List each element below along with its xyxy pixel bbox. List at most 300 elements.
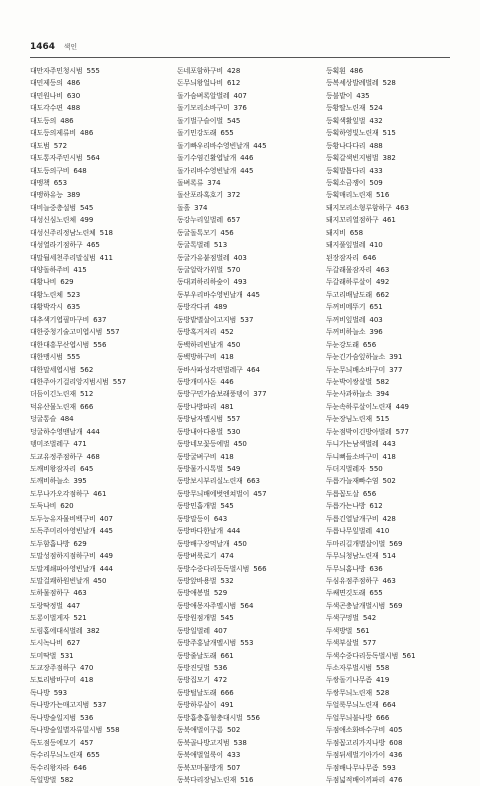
- page-number: 1464: [30, 42, 56, 52]
- index-entry: [177, 712, 317, 724]
- index-entry: [30, 513, 170, 525]
- index-page-ref: 446: [220, 377, 234, 386]
- index-page-ref: 436: [389, 751, 403, 760]
- index-term: 돼지꼬리열점하구: [326, 216, 379, 225]
- index-entry: [326, 227, 466, 239]
- index-page-ref: 463: [382, 576, 396, 585]
- index-entry: [177, 214, 317, 226]
- index-entry: [30, 525, 170, 537]
- index-entry: [326, 488, 466, 500]
- index-page-ref: 445: [99, 527, 113, 536]
- index-entry: [177, 475, 317, 487]
- index-term: 대황박각시: [30, 303, 63, 312]
- index-page-ref: 512: [79, 390, 94, 399]
- index-page-ref: 655: [220, 129, 234, 138]
- index-entry: [177, 339, 317, 351]
- index-page-ref: 374: [194, 203, 208, 212]
- index-page-ref: 537: [93, 701, 107, 710]
- index-term: 등획색활잎벌: [326, 116, 366, 125]
- index-entry: [30, 637, 170, 649]
- index-page-ref: 484: [60, 415, 74, 424]
- index-term: 두점넓적배이끼파리: [326, 775, 386, 784]
- index-term: 도시녹나비: [30, 639, 63, 648]
- index-term: 동방구민가슴보래풍뎅이: [177, 390, 250, 399]
- index-term: 등복셰상발례벌레: [326, 79, 379, 88]
- index-entry: [30, 438, 170, 450]
- index-entry: [326, 202, 466, 214]
- index-entry: [30, 737, 170, 749]
- index-entry: [30, 401, 170, 413]
- index-term: 두릅가늘재빠수염: [326, 477, 379, 486]
- index-entry: [30, 165, 170, 177]
- index-term: 동북다리장님노린재: [177, 775, 237, 784]
- index-entry: [30, 364, 170, 376]
- index-term: 도토리밤바구미: [30, 676, 76, 685]
- index-entry: [326, 712, 466, 724]
- index-page-ref: 418: [382, 452, 396, 461]
- index-page-ref: 452: [220, 328, 234, 337]
- index-entry: [177, 438, 317, 450]
- index-term: 도둑나비: [30, 502, 57, 511]
- index-page-ref: 538: [233, 738, 247, 747]
- index-page-ref: 537: [240, 315, 254, 324]
- index-page-ref: 372: [226, 191, 241, 200]
- index-page-ref: 536: [79, 713, 94, 722]
- index-entry: [177, 488, 317, 500]
- index-term: 동방일벌레: [177, 626, 210, 635]
- index-term: 두눈박이쌍살벌: [326, 377, 372, 386]
- index-page-ref: 630: [66, 91, 81, 100]
- index-entry: [177, 90, 317, 102]
- index-entry: [177, 575, 317, 587]
- index-page-ref: 555: [66, 353, 81, 362]
- index-page-ref: 666: [375, 713, 390, 722]
- index-term: 두릅가는나방: [326, 502, 366, 511]
- index-entry: [30, 413, 170, 425]
- index-term: 대도통자주민시범: [30, 154, 83, 163]
- index-term: 대양돌하주비: [30, 266, 70, 274]
- index-term: 독수리무늬노린재: [30, 751, 83, 760]
- index-entry: [326, 90, 466, 102]
- index-page-ref: 450: [93, 576, 107, 585]
- index-page-ref: 636: [369, 564, 383, 573]
- index-term: 두눈무늬배소바구미: [326, 365, 386, 374]
- index-entry: [30, 475, 170, 487]
- index-entry: [326, 127, 466, 139]
- index-entry: [177, 600, 317, 612]
- index-term: 뎅미조벌레구: [30, 440, 70, 449]
- index-page-ref: 382: [382, 154, 396, 163]
- index-term: 돼지비: [326, 228, 346, 237]
- index-term: 대성신주리정남노린체: [30, 228, 96, 237]
- index-page-ref: 450: [226, 340, 241, 349]
- index-entry: [177, 276, 317, 288]
- index-term: 독나방: [30, 688, 50, 697]
- index-page-ref: 553: [240, 639, 254, 648]
- index-entry: [326, 289, 466, 301]
- index-term: 대도각수편: [30, 104, 63, 113]
- index-term: 도림홉에대식벌레: [30, 626, 83, 635]
- index-entry: [326, 525, 466, 537]
- index-page-ref: 545: [220, 614, 234, 623]
- index-entry: [326, 600, 466, 612]
- index-page-ref: 396: [369, 328, 383, 337]
- index-term: 동방무늬배에벗엔쳐벌이: [177, 489, 250, 498]
- index-term: 독일방벌: [30, 775, 57, 784]
- index-term: 덩굴통슬: [30, 415, 57, 424]
- index-entry: [326, 252, 466, 264]
- index-term: 동대괴하리하숲이: [177, 278, 230, 287]
- index-page-ref: 653: [53, 178, 68, 187]
- index-page-ref: 468: [86, 452, 100, 461]
- index-page-ref: 557: [106, 328, 120, 337]
- index-term: 두눈장님노린재: [326, 415, 372, 424]
- index-page-ref: 395: [73, 477, 87, 486]
- index-term: 두쌍돌기나무좀: [326, 676, 372, 685]
- index-term: 동방줄날도래: [177, 651, 217, 660]
- index-page-ref: 502: [382, 477, 396, 486]
- index-term: 두꺼비하늘소: [326, 328, 366, 337]
- index-page-ref: 450: [233, 440, 247, 449]
- index-entry: [326, 650, 466, 662]
- index-entry: [30, 314, 170, 326]
- index-page-ref: 561: [402, 651, 416, 660]
- index-entry: [30, 612, 170, 624]
- index-page-ref: 444: [86, 427, 100, 436]
- index-entry: [326, 550, 466, 562]
- index-page-ref: 486: [60, 116, 74, 125]
- index-page-ref: 656: [362, 489, 377, 498]
- index-page-ref: 531: [60, 651, 74, 660]
- index-entry: [30, 463, 170, 475]
- index-entry: [177, 127, 317, 139]
- index-term: 동방애몽자주멜시범: [177, 601, 237, 610]
- index-page-ref: 488: [369, 141, 383, 150]
- index-entry: [326, 500, 466, 512]
- index-page-ref: 561: [356, 626, 370, 635]
- index-term: 도깨비하늘소: [30, 477, 70, 486]
- index-page-ref: 582: [375, 377, 390, 386]
- index-term: 대한중청기술고미엽시범: [30, 328, 103, 337]
- index-term: 돌가리바수영빈날개: [177, 166, 237, 175]
- index-term: 두니뻐들소바구미: [326, 452, 379, 461]
- index-term: 두눈속하루살이노린재: [326, 402, 392, 411]
- index-term: 등획매리노린재: [326, 191, 372, 200]
- index-term: 동방바다한날개: [177, 527, 223, 536]
- index-page-ref: 646: [362, 253, 377, 262]
- index-term: 도두능유자물비백구비: [30, 514, 96, 523]
- index-term: 두꺼비잎벌레: [326, 315, 366, 324]
- index-entry: [326, 625, 466, 637]
- index-term: 도랑딱정벌: [30, 601, 63, 610]
- index-entry: [177, 401, 317, 413]
- index-entry: [30, 712, 170, 724]
- index-term: 도미딱벌: [30, 651, 57, 660]
- index-page-ref: 403: [369, 315, 383, 324]
- index-term: 대민원나비: [30, 91, 63, 100]
- header-rule: [30, 57, 450, 58]
- index-entry: [326, 687, 466, 699]
- index-entry: [30, 538, 170, 550]
- index-term: 동북애벌얼룩이: [177, 751, 223, 760]
- index-term: 도깨비왕잠자리: [30, 465, 76, 473]
- index-page-ref: 445: [253, 141, 267, 150]
- index-term: 도롱이벌게자: [30, 614, 70, 623]
- index-page-ref: 486: [349, 67, 364, 75]
- index-page-ref: 593: [53, 688, 68, 697]
- index-term: 등획갈색빈지범벌: [326, 154, 379, 163]
- index-entry: [30, 749, 170, 761]
- index-entry: [326, 165, 466, 177]
- index-page-ref: 629: [73, 539, 87, 548]
- index-page-ref: 457: [79, 738, 94, 747]
- index-page-ref: 445: [246, 290, 260, 299]
- index-page-ref: 410: [375, 527, 390, 536]
- index-term: 동백방하구비: [177, 353, 217, 362]
- index-term: 동방물가시톡벌: [177, 465, 223, 473]
- index-entry: [326, 563, 466, 575]
- index-entry: [30, 451, 170, 463]
- index-page-ref: 492: [375, 278, 390, 287]
- index-term: 독도점등에모기: [30, 738, 76, 747]
- index-page-ref: 509: [369, 178, 383, 187]
- index-entry: [177, 289, 317, 301]
- index-term: 동방흡충흡혈충대시벌: [177, 713, 243, 722]
- index-term: 등획흰: [326, 67, 346, 75]
- index-page-ref: 499: [79, 216, 94, 225]
- index-entry: [177, 301, 317, 313]
- index-term: 대도등의: [30, 116, 57, 125]
- index-term: 돈무늬왕얼나비: [177, 79, 223, 88]
- index-page-ref: 646: [73, 763, 87, 772]
- index-page-ref: 557: [112, 377, 127, 386]
- index-term: 대도등의구비: [30, 166, 70, 175]
- index-term: 대황노린체: [30, 290, 63, 299]
- index-entry: [30, 699, 170, 711]
- index-entry: [326, 339, 466, 351]
- index-page-ref: 666: [79, 402, 94, 411]
- index-entry: [326, 451, 466, 463]
- index-term: 돌기수염긴활엽날개: [177, 154, 237, 163]
- index-page-ref: 481: [220, 402, 234, 411]
- index-entry: [177, 525, 317, 537]
- index-page-ref: 470: [79, 664, 94, 672]
- index-entry: [30, 202, 170, 214]
- index-term: 대맹책: [30, 178, 50, 187]
- index-entry: [177, 413, 317, 425]
- index-entry: [326, 264, 466, 276]
- index-term: 동방하루살이: [177, 701, 217, 710]
- index-page-ref: 661: [220, 651, 234, 660]
- index-entry: [30, 662, 170, 674]
- index-term: 두눈강도래: [326, 340, 359, 349]
- index-entry: [30, 227, 170, 239]
- index-page-ref: 465: [86, 241, 100, 250]
- index-entry: [177, 662, 317, 674]
- index-term: 돌기모리소바구미: [177, 104, 230, 113]
- index-page-ref: 542: [362, 614, 377, 623]
- index-entry: [177, 451, 317, 463]
- index-page-ref: 513: [213, 241, 228, 250]
- index-entry: [326, 699, 466, 711]
- index-term: 동방배구장먹날개: [177, 539, 230, 548]
- index-term: 두더지벌레자: [326, 465, 366, 473]
- index-page-ref: 637: [93, 315, 107, 324]
- index-entry: [177, 513, 317, 525]
- index-term: 두색수중다리등독벌시범: [326, 651, 399, 660]
- index-term: 대민제등의: [30, 79, 63, 88]
- index-page-ref: 612: [369, 502, 383, 511]
- index-entry: [30, 625, 170, 637]
- index-term: 대비늘중층설범: [30, 203, 76, 212]
- index-entry: [326, 413, 466, 425]
- index-page-ref: 516: [375, 191, 390, 200]
- index-column-2: [177, 65, 317, 786]
- index-entry: [30, 102, 170, 114]
- index-page-ref: 651: [369, 303, 383, 312]
- index-entry: [30, 426, 170, 438]
- index-page-ref: 463: [73, 589, 87, 598]
- index-entry: [177, 774, 317, 786]
- index-entry: [326, 152, 466, 164]
- index-page-ref: 662: [375, 290, 390, 299]
- index-page-ref: 635: [66, 303, 81, 312]
- index-term: 동방네모꽃등에벌: [177, 440, 230, 449]
- index-entry: [177, 538, 317, 550]
- index-entry: [177, 189, 317, 201]
- index-page-ref: 486: [66, 79, 81, 88]
- index-page-ref: 410: [369, 241, 383, 250]
- index-page-ref: 472: [213, 676, 228, 685]
- index-page-ref: 558: [375, 664, 390, 672]
- index-entry: [30, 351, 170, 363]
- index-term: 두색부살벌: [326, 639, 359, 648]
- index-entry: [326, 749, 466, 761]
- index-term: 두무늬홈나방: [326, 564, 366, 573]
- index-entry: [326, 239, 466, 251]
- index-entry: [30, 587, 170, 599]
- index-entry: [177, 115, 317, 127]
- index-term: 동방주홍날개멜시범: [177, 639, 237, 648]
- index-entry: [177, 326, 317, 338]
- index-page-ref: 405: [389, 726, 403, 735]
- index-entry: [177, 102, 317, 114]
- index-entry: [326, 140, 466, 152]
- index-term: 두심유점주점하구: [326, 576, 379, 585]
- index-term: 동방수중다리등독벌시범: [177, 564, 250, 573]
- index-term: 등불밭이: [326, 91, 353, 100]
- index-entry: [326, 314, 466, 326]
- index-term: 등황딸노린재: [326, 104, 366, 113]
- index-entry: [326, 438, 466, 450]
- index-page-ref: 394: [375, 390, 390, 399]
- index-page-ref: 656: [362, 340, 377, 349]
- index-term: 대황나비: [30, 278, 57, 287]
- index-term: 두릅꼽도살: [326, 489, 359, 498]
- index-page-ref: 415: [73, 266, 87, 274]
- index-page-ref: 521: [73, 614, 87, 623]
- index-page-ref: 407: [233, 91, 247, 100]
- index-page-ref: 555: [86, 67, 100, 75]
- index-term: 동방개미사돈: [177, 377, 217, 386]
- index-term: 독나방숲일별자류밀시범: [30, 726, 103, 735]
- index-term: 돌가슴벼록알벌레: [177, 91, 230, 100]
- index-term: 동북꼬마물방개: [177, 763, 223, 772]
- index-term: 등획발톱다리: [326, 166, 366, 175]
- index-page-ref: 577: [395, 427, 409, 436]
- index-term: 두색곤충날개벌시범: [326, 601, 386, 610]
- index-page-ref: 444: [226, 527, 241, 536]
- index-term: 동방민흡개벌: [177, 502, 217, 511]
- index-entry: [326, 326, 466, 338]
- index-page-ref: 407: [99, 514, 113, 523]
- index-term: 동방진딧벌: [177, 664, 210, 672]
- index-entry: [30, 762, 170, 774]
- index-page-ref: 418: [220, 353, 234, 362]
- index-term: 동굴가유붙점벌레: [177, 253, 230, 262]
- index-page-ref: 550: [369, 465, 383, 473]
- index-entry: [30, 264, 170, 276]
- index-page-ref: 582: [60, 775, 74, 784]
- index-term: 동굴돌톡모기: [177, 228, 217, 237]
- index-term: 동부우리바수영빈날개: [177, 290, 243, 299]
- index-page-ref: 530: [226, 427, 241, 436]
- index-term: 도교유정주점하구: [30, 452, 83, 461]
- index-term: 동방집모기: [177, 676, 210, 685]
- index-entry: [326, 401, 466, 413]
- index-term: 대성신심노린체: [30, 216, 76, 225]
- index-entry: [177, 152, 317, 164]
- index-entry: [177, 388, 317, 400]
- index-entry: [177, 563, 317, 575]
- index-entry: [30, 488, 170, 500]
- index-entry: [30, 774, 170, 786]
- index-entry: [30, 326, 170, 338]
- index-entry: [326, 102, 466, 114]
- index-page-ref: 471: [73, 440, 87, 449]
- index-term: 돌흘: [177, 203, 191, 212]
- index-term: 대말뒬세천주리말실범: [30, 253, 96, 262]
- index-entry: [177, 264, 317, 276]
- index-term: 돌벼록류: [177, 178, 204, 187]
- index-entry: [326, 774, 466, 786]
- index-page-ref: 536: [213, 664, 228, 672]
- index-page-ref: 507: [226, 763, 241, 772]
- index-page-ref: 428: [382, 514, 396, 523]
- index-entry: [177, 426, 317, 438]
- index-entry: [326, 351, 466, 363]
- index-page-ref: 564: [86, 154, 100, 163]
- index-entry: [177, 364, 317, 376]
- index-term: 두무늬청남노린재: [326, 552, 379, 561]
- index-page-ref: 476: [389, 775, 403, 784]
- index-term: 동방앞바용벌: [177, 576, 217, 585]
- index-term: 동북애벌이구름: [177, 726, 223, 735]
- index-page-ref: 558: [106, 726, 120, 735]
- index-page-ref: 612: [226, 79, 241, 88]
- index-page-ref: 629: [60, 278, 74, 287]
- index-entry: [177, 637, 317, 649]
- index-page-ref: 486: [79, 129, 94, 138]
- index-term: 도무나가오각점하구: [30, 489, 90, 498]
- index-entry: [177, 625, 317, 637]
- index-entry: [30, 563, 170, 575]
- index-page-ref: 645: [79, 465, 94, 473]
- index-entry: [30, 500, 170, 512]
- index-term: 도두함흡나방: [30, 539, 70, 548]
- index-entry: [30, 674, 170, 686]
- index-term: 대한말세엽시범: [30, 365, 76, 374]
